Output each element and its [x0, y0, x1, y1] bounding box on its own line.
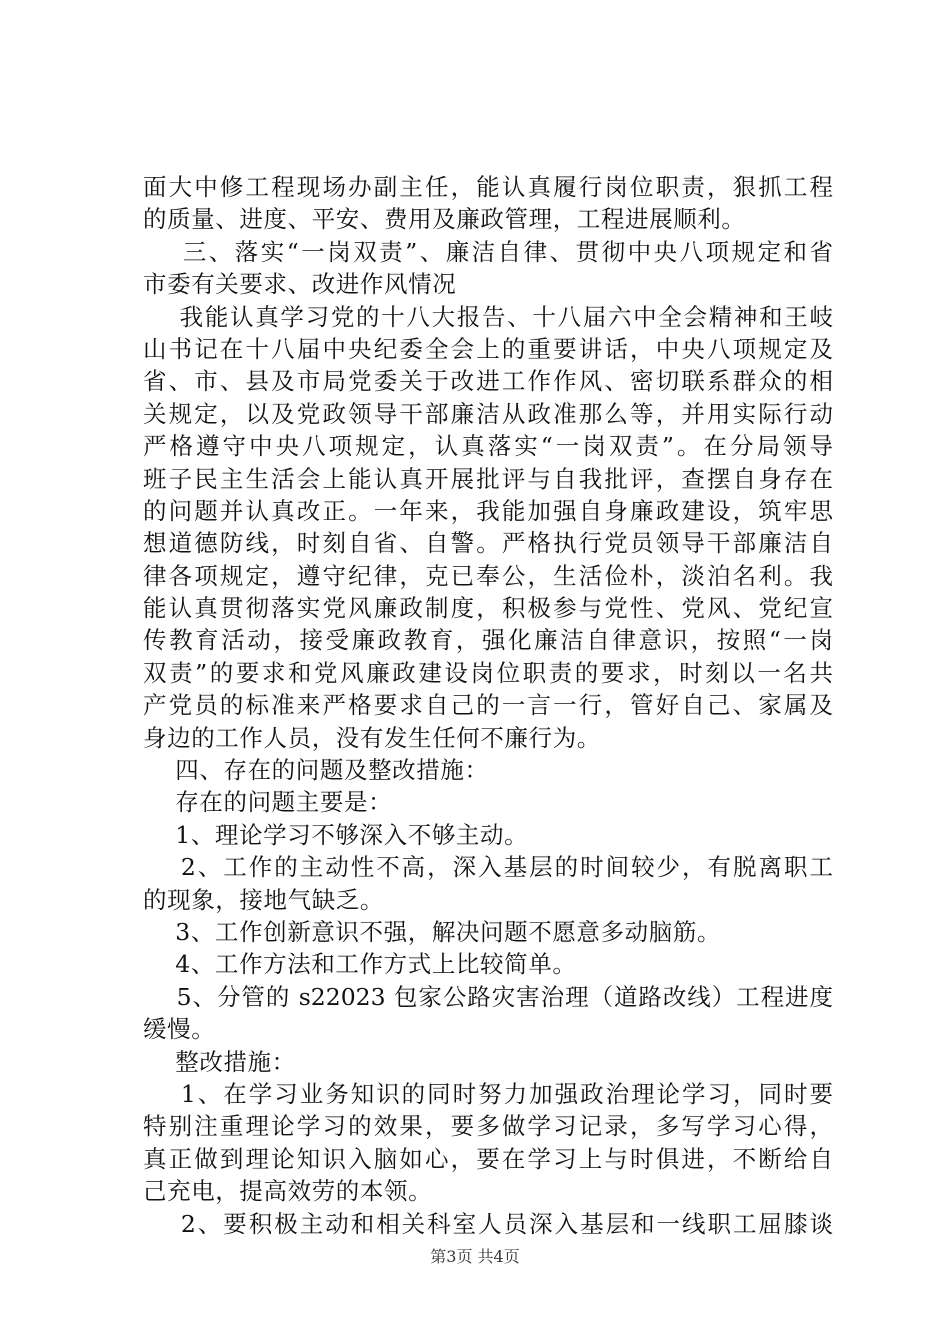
paragraph-line: 缓慢。: [143, 1015, 216, 1044]
paragraph-line: 4、工作方法和工作方式上比较简单。: [143, 950, 577, 979]
paragraph-line: 山书记在十八届中央纪委全会上的重要讲话，中央八项规定及: [143, 334, 833, 363]
paragraph-line: 市委有关要求、改进作风情况: [143, 270, 457, 299]
paragraph-line: 能认真贯彻落实党风廉政制度，积极参与党性、党风、党纪宣: [143, 594, 833, 623]
paragraph-line: 2、工作的主动性不高，深入基层的时间较少，有脱离职工: [143, 853, 833, 882]
paragraph-line: 身边的工作人员，没有发生任何不廉行为。: [143, 723, 601, 752]
paragraph-line: 四、存在的问题及整改措施：: [143, 756, 489, 785]
paragraph-line: 律各项规定，遵守纪律，克已奉公，生活俭朴，淡泊名利。我: [143, 561, 833, 590]
paragraph-line: 3、工作创新意识不强，解决问题不愿意多动脑筋。: [143, 917, 722, 946]
paragraph-line: 特别注重理论学习的效果，要多做学习记录，多写学习心得，: [143, 1112, 833, 1141]
paragraph-line: 己充电，提高效劳的本领。: [143, 1177, 433, 1206]
paragraph-line: 存在的问题主要是：: [143, 788, 393, 817]
document-body: [143, 171, 833, 1240]
paragraph-line: 我能认真学习党的十八大报告、十八届六中全会精神和王岐: [143, 302, 833, 331]
paragraph-line: 1、在学习业务知识的同时努力加强政治理论学习，同时要: [143, 1079, 833, 1108]
page-footer: 第3页 共4页: [430, 1247, 520, 1266]
paragraph-line: 严格遵守中央八项规定，认真落实“一岗双责”。在分局领导: [143, 432, 833, 461]
paragraph-line: 5、分管的 s22023 包家公路灾害治理（道路改线）工程进度: [143, 982, 833, 1011]
paragraph-line: 的质量、进度、平安、费用及廉政管理，工程进展顺利。: [143, 205, 746, 234]
paragraph-line: 想道德防线，时刻自省、自警。严格执行党员领导干部廉洁自: [143, 529, 833, 558]
paragraph-line: 1、理论学习不够深入不够主动。: [143, 820, 529, 849]
paragraph-line: 双责”的要求和党风廉政建设岗位职责的要求，时刻以一名共: [143, 658, 833, 687]
paragraph-line: 传教育活动，接受廉政教育，强化廉洁自律意识，按照“一岗: [143, 626, 833, 655]
paragraph-line: 的现象，接地气缺乏。: [143, 885, 384, 914]
paragraph-line: 2、要积极主动和相关科室人员深入基层和一线职工屈膝谈: [143, 1209, 833, 1238]
paragraph-line: 的问题并认真改正。一年来，我能加强自身廉政建设，筑牢思: [143, 496, 833, 525]
paragraph-line: 省、市、县及市局党委关于改进工作作风、密切联系群众的相: [143, 367, 833, 396]
paragraph-line: 产党员的标准来严格要求自己的一言一行，管好自己、家属及: [143, 691, 833, 720]
paragraph-line: 真正做到理论知识入脑如心，要在学习上与时俱进，不断给自: [143, 1144, 833, 1173]
paragraph-line: 面大中修工程现场办副主任，能认真履行岗位职责，狠抓工程: [143, 173, 833, 201]
paragraph-line: 三、落实“一岗双责”、廉洁自律、贯彻中央八项规定和省: [143, 237, 833, 266]
paragraph-line: 整改措施：: [143, 1047, 296, 1076]
paragraph-line: 关规定，以及党政领导干部廉洁从政准那么等，并用实际行动: [143, 399, 833, 428]
paragraph-line: 班子民主生活会上能认真开展批评与自我批评，查摆自身存在: [143, 464, 833, 493]
